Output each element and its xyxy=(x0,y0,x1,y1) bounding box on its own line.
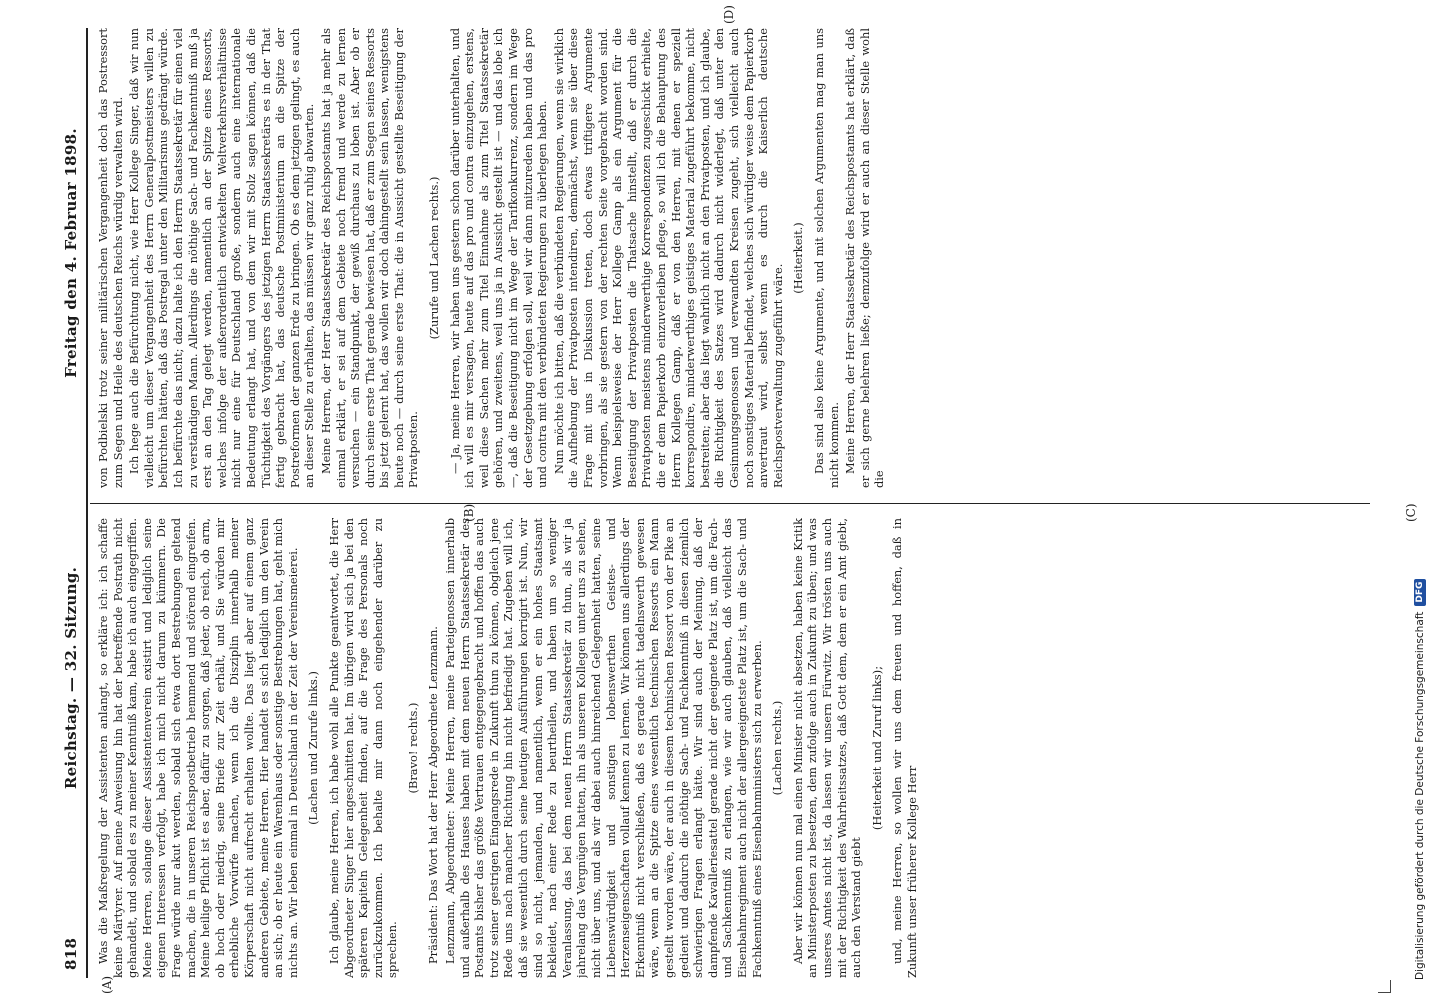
corner-crop-mark xyxy=(1378,980,1391,993)
header-rule xyxy=(86,28,88,978)
paragraph: Ich hege auch die Befürchtung nicht, wie Herr Kollege Singer, daß wir nun vielleicht um dieser Vergangenheit des Herrn Generalpostmeisters willen zu befürchten hätten, daß das Postregal unter den Militarismus gedrängt würde. Ich befürchte das nicht; dazu halte ich den Herrn Staatssekretär für einen viel zu verständigen Mann. Allerdings die nöthige Sach- und Fachkenntniß muß ja erst an den Tag gelegt werden, namentlich an der Spitze eines Ressorts, welches infolge der außerordentlich entwickelten Weltverkehrsverhältnisse nicht nur eine für Deutschland große, sondern auch eine internationale Bedeutung erlangt hat, und von dem wir mit Stolz sagen können, daß die Tüchtigkeit des Vorgängers des jetzigen Herrn Staatssekretärs es in der That fertig gebracht hat, das deutsche Postministerium an die Spitze der Postreformen der ganzen Erde zu bringen. Ob es dem jetzigen gelingt, es auch an dieser Stelle zu erhalten, das müssen wir ganz ruhig abwarten. xyxy=(127,28,317,488)
column-divider xyxy=(90,503,1370,504)
paragraph: Was die Maßregelung der Assistenten anlangt, so erkläre ich: ich schaffe keine Märtyrer. Auf meine Anweisung hin hat der betreffende Postrath nicht gehandelt, und sobald es zu meiner Kenntniß kam, habe ich auch eingegriffen. Meine Herren, solange dieser Assistentenverein existirt und lediglich seine eigenen Interessen verfolgt, habe ich mich nicht darum zu kümmern. Die Frage würde nur akut werden, sobald sich etwa dort Bestrebungen geltend machen, die in unseren Reichspostbetrieb hemmend und störend eingreifen. Meine heilige Pflicht ist es aber, dafür zu sorgen, daß jeder, ob reich, ob arm, ob hoch oder niedrig, seine Briefe zur Zeit erhält, und Sie würden mir erhebliche Vorwürfe machen, wenn ich die Disziplin innerhalb meiner Körperschaft nicht aufrecht erhalten wollte. Das liegt aber auf einem ganz anderen Gebiete, meine Herren. Hier handelt es sich lediglich um den Verein an sich; ob er heute ein Warenhaus oder sonstige Bestrebungen hat, geht mich nichts an. Wir leben einmal in Deutschland in der Zeit der Vereinsmeierei. xyxy=(96,518,300,978)
margin-marker-c: (C) xyxy=(1404,503,1418,522)
header-date: Freitag den 4. Februar 1898. xyxy=(62,128,80,378)
header-session-title: Reichstag. — 32. Sitzung. xyxy=(62,566,80,790)
margin-marker-a: (A) xyxy=(100,975,114,994)
paragraph: Meine Herren, der Herr Staatssekretär des Reichspostamts hat ja mehr als einmal erklärt, er sei auf dem Gebiete noch fremd und werde zu lernen versuchen — ein Standpunkt, der gewiß durchaus zu loben ist. Aber ob er durch seine erste That gerade bewiesen hat, daß er zum Segen seines Ressorts bis jetzt gelernt hat, das wollen wir doch dahingestellt sein lassen, wenigstens heute noch — durch seine erste That: die in Aussicht gestellte Beseitigung der Privatposten. xyxy=(318,28,421,488)
interjection: (Heiterkeit und Zuruf links); xyxy=(869,665,884,831)
speaker-paragraph: Präsident: Das Wort hat der Herr Abgeordnete Lenzmann. xyxy=(426,626,441,964)
paragraph: Ich glaube, meine Herren, ich habe wohl alle Punkte geantwortet, die Herr Abgeordneter Singer hier angeschnitten hat. Im übrigen wird sich ja bei den späteren Kapiteln Gelegenheit finden, auf die Frage des Personals noch zurückzukommen. Ich behalte mir dann noch eingehender darüber zu sprechen. xyxy=(326,518,400,978)
paragraph: Nun möchte ich bitten, daß die verbündeten Regierungen, wenn sie wirklich die Aufhebung der Privatposten intendiren, demnächst, wenn sie über diese Frage mit uns in Diskussion treten, doch etwas triftigere Argumente vorbringen, als sie gestern von der rechten Seite vorgebracht worden sind. Wenn beispielsweise der Herr Kollege Gamp als ein Argument für die Beseitigung der Privatposten die Thatsache hinstellt, daß er durch die Privatposten meistens minderwerthige Korrespondenzen zugeschickt erhielte, die er dem Papierkorb einzuverleiben pflege, so will ich die Behauptung des Herrn Kollegen Gamp, daß er von den Herren, mit denen er speziell korrespondire, minderwerthiges geistiges Material zugeführt bekomme, nicht bestreiten; aber das liegt wahrlich nicht an den Privatposten, und ich glaube, die Richtigkeit des Satzes wird dadurch nicht widerlegt, daß unter den Gesinnungsgenossen und verwandten Kreisen zugeht, sich vielleicht auch noch sonstiges Material befindet, welches sich würdiger weise dem Papierkorb anvertraut wird, selbst wenn es durch die Kaiserlich deutsche Reichspostverwaltung zugeführt wäre. xyxy=(551,28,785,488)
paragraph: und, meine Herren, so wollen wir uns dem freuen und hoffen, daß in Zukunft unser früherer Kollege Herr xyxy=(890,518,919,978)
dfg-logo: DFG xyxy=(1414,579,1426,606)
page-number: 818 xyxy=(62,937,80,970)
paragraph: — Ja, meine Herren, wir haben uns gestern schon darüber unterhalten, und ich will es mir versagen, heute auf das pro und contra einzugehen, erstens, weil diese Sachen mehr zum Titel Einnahme als zum Titel Staatssekretär gehören, und zweitens, weil uns ja in Aussicht gestellt ist — und das lobe ich —, daß die Beseitigung nicht im Wege der Tarifkonkurrenz, sondern im Wege der Gesetzgebung erfolgen soll, weil wir dann mitzureden haben und das pro und contra mit den verbündeten Regierungen zu überlegen haben. xyxy=(447,28,550,488)
interjection: (Bravo! rechts.) xyxy=(405,702,420,794)
speaker-paragraph: Lenzmann, Abgeordneter: Meine Herren, meine Parteigenossen innerhalb und außerhalb des Hauses haben mit dem neuen Herrn Staatssekretär des Postamts bisher das größte Vertrauen entgegengebracht und hoffen das auch trotz seiner gestrigen Eingangsrede in Zukunft thun zu können, obgleich jene Rede uns nach mancher Richtung hin nicht befriedigt hat. Zugeben will ich, daß sie wesentlich durch seine heutigen Ausführungen korrigirt ist. Nun, wir sind so nicht, jemanden, und namentlich, wenn er ein hohes Staatsamt bekleidet, nach einer Rede zu beurtheilen, und haben um so weniger Veranlassung, das bei dem neuen Herrn Staatssekretär zu thun, als wir ja jahrelang das Vergnügen hatten, ihn als unseren Kollegen unter uns zu sehen, nicht über uns, und als wir dabei auch hinreichend Gelegenheit hatten, seine Liebenswürdigkeit und sonstigen lobenswerthen Geistes- und Herzenseigenschaften vollauf kennen zu lernen. Wir können uns allerdings der Erkenntniß nicht verschließen, daß es gerade nicht tadelnswerth gewesen wäre, wenn an die Spitze eines wesentlich technischen Ressorts ein Mann gestellt worden wäre, der auch in diesem technischen Ressort von der Pike an gedient und dadurch die nöthige Sach- und Fachkenntniß in diesen ziemlich schwierigen Fragen erlangt hätte. Wir sind auch der Meinung, daß der dampfende Kavalleriesattel gerade nicht der geeignete Platz ist, um die Fach- und Sachkenntniß zu erlangen, wie wir auch glauben, daß vielleicht das Eisenbahnregiment auch nicht der allergeeignetste Platz ist, um die Sach- und Fachkenntniß eines Eisenbahnministers sich zu erwerben. xyxy=(443,518,764,978)
interjection: (Zurufe und Lachen rechts.) xyxy=(427,176,442,340)
margin-marker-b: (B) xyxy=(462,503,476,522)
interjection: (Lachen und Zurufe links.) xyxy=(306,671,321,825)
digitization-credit xyxy=(1408,20,1432,980)
paragraph: Das sind also keine Argumente, und mit solchen Argumenten mag man uns nicht kommen. xyxy=(811,28,841,488)
left-column xyxy=(96,518,1366,978)
paragraph: Meine Herren, der Herr Staatssekretär des Reichspostamts hat erklärt, daß er sich gerne belehren ließe; demzufolge wird er auch an dieser Stelle wohl die xyxy=(843,28,887,488)
right-column xyxy=(96,28,1366,488)
paragraph: Aber wir können nun mal einen Minister nicht absetzen, haben keine Kritik an Ministerposten zu besetzen, dem zufolge auch in Zukunft zu üben; und was unseres Amtes nicht ist, da lassen wir unsern Fürwitz. Wir trösten uns auch mit der Richtigkeit des Wahrheitssatzes, daß Gott dem, dem er ein Amt giebt, auch den Verstand giebt xyxy=(790,518,864,978)
digitization-credit-text: Digitalisierung gefördert durch die Deutsche Forschungsgemeinschaft xyxy=(1414,611,1426,980)
margin-marker-d: (D) xyxy=(722,5,736,24)
interjection: (Heiterkeit.) xyxy=(791,222,806,294)
interjection: (Lachen rechts.) xyxy=(770,700,785,796)
paragraph: von Podbielski trotz seiner militärischen Vergangenheit doch das Postressort zum Segen und Heile des deutschen Reichs würdig verwalten wird. xyxy=(96,28,125,488)
page-header xyxy=(58,28,86,978)
